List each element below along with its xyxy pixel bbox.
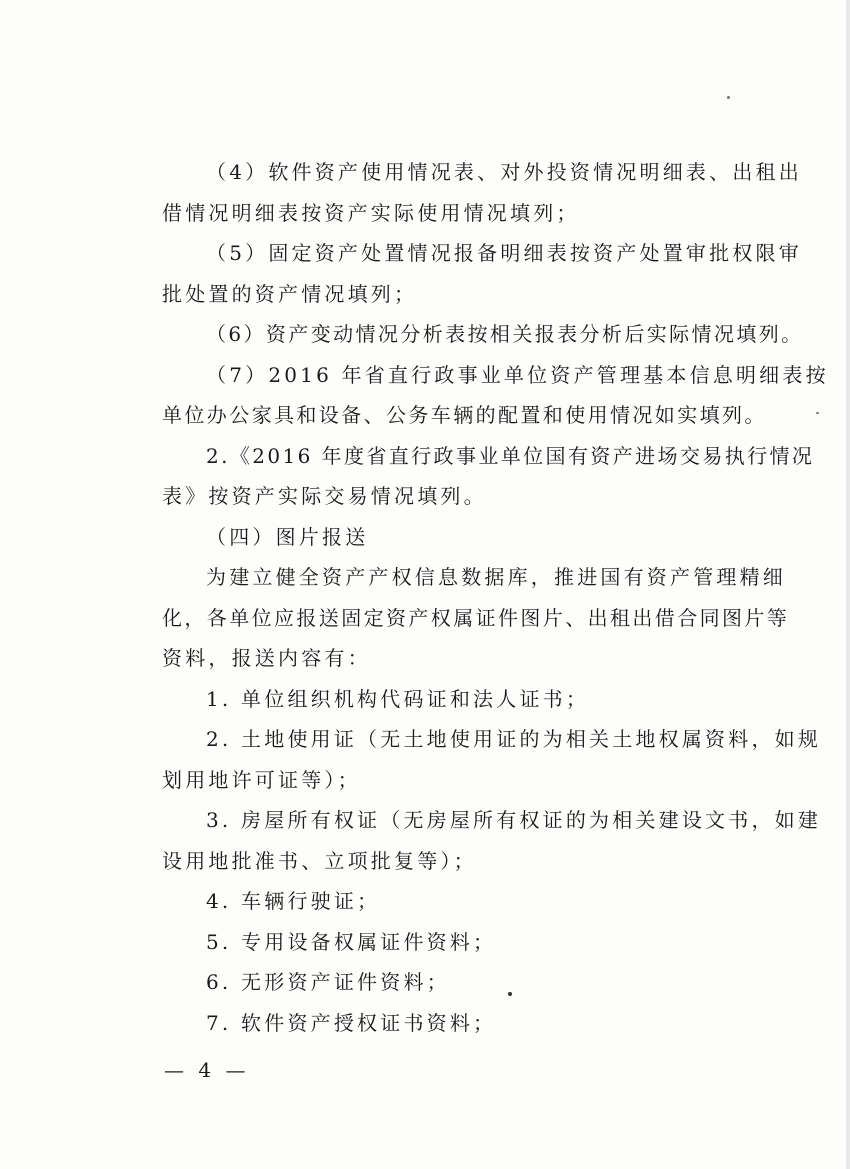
list-item: 6. 无形资产证件资料； <box>206 970 450 994</box>
list-item: 5. 专用设备权属证件资料； <box>206 929 497 954</box>
body-text <box>162 152 829 1043</box>
list-item: 4. 车辆行驶证； <box>206 889 381 913</box>
text-line: 为建立健全资产产权信息数据库，推进国有资产管理精细 <box>206 565 786 589</box>
text-line: 2.《2016 年度省直行政事业单位国有资产进场交易执行情况 <box>206 443 815 468</box>
list-item: 3. 房屋所有权证（无房屋所有权证的为相关建设文书，如建 <box>206 808 822 832</box>
text-line: 设用地批准书、立项批复等）； <box>162 848 477 873</box>
scan-speck <box>816 412 819 414</box>
list-item: 2. 土地使用证（无土地使用证的为相关土地权属资料，如规 <box>206 727 822 751</box>
section-heading: （四）图片报送 <box>206 524 369 549</box>
text-line: （4）软件资产使用情况表、对外投资情况明细表、出租出 <box>206 160 802 184</box>
text-line: 资料，报送内容有： <box>162 646 371 670</box>
text-line: 批处置的资产情况填列； <box>162 281 418 306</box>
scan-edge <box>846 0 850 1169</box>
text-line: （7）2016 年省直行政事业单位资产管理基本信息明细表按 <box>206 362 829 387</box>
page-number: — 4 — <box>164 1058 250 1082</box>
scan-speck <box>727 96 730 99</box>
text-line: 单位办公家具和设备、公务车辆的配置和使用情况如实填列。 <box>162 403 767 427</box>
list-item: 7. 软件资产授权证书资料； <box>206 1010 497 1035</box>
list-item: 1. 单位组织机构代码证和法人证书； <box>206 686 590 711</box>
text-line: 划用地许可证等）； <box>162 767 361 792</box>
text-line: 借情况明细表按资产实际使用情况填列； <box>162 200 580 225</box>
text-line: 化，各单位应报送固定资产权属证件图片、出租出借合同图片等 <box>162 605 790 630</box>
text-line: （5）固定资产处置情况报备明细表按资产处置审批权限审 <box>206 241 802 265</box>
text-line: 表》按资产实际交易情况填列。 <box>162 484 487 508</box>
text-line: （6）资产变动情况分析表按相关报表分析后实际情况填列。 <box>206 322 804 346</box>
